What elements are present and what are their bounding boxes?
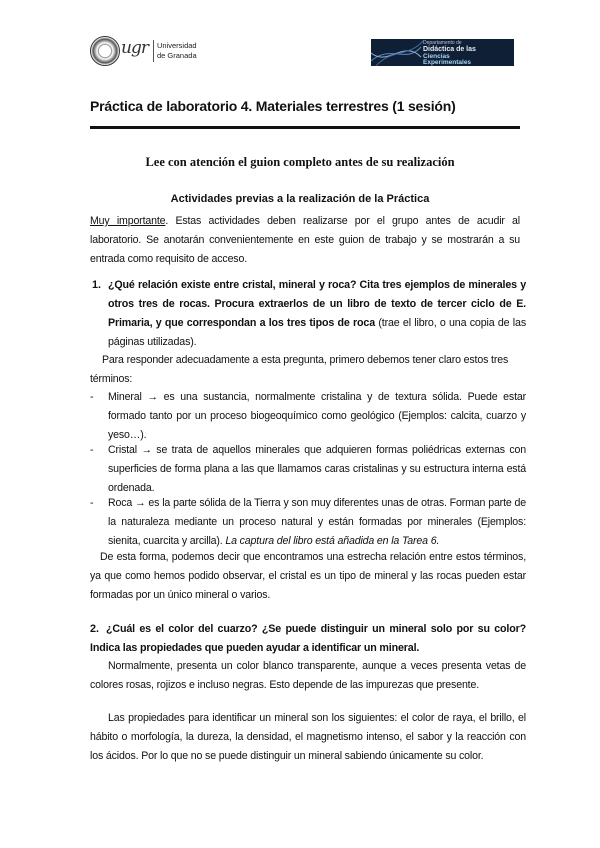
q1-question bbox=[108, 276, 526, 352]
q1-item-3 bbox=[108, 494, 526, 551]
section-heading: Actividades previas a la realización de la Práctica bbox=[170, 193, 430, 205]
logo-divider bbox=[153, 40, 154, 62]
university-name bbox=[157, 41, 197, 61]
q1-question-tail: (trae el libro, o una copia de las páginas utilizadas). bbox=[108, 317, 527, 348]
q2-question: ¿Cuál es el color del cuarzo? ¿Se puede distinguir un mineral solo por su color? Indica las propiedades que pueden ayudar a identificar un mineral. bbox=[90, 623, 526, 654]
subtitle: Lee con atención el guion completo antes de su realización bbox=[145, 155, 455, 169]
dept-line-2: Didáctica de las bbox=[423, 46, 476, 53]
ugr-logo-text: ugr bbox=[121, 38, 148, 58]
dept-line-4: Experimentales bbox=[423, 59, 472, 66]
q1-number: 1. bbox=[92, 279, 102, 291]
q1-question-text: ¿Qué relación existe entre cristal, mineral y roca? Cita tres ejemplos de minerales y otros tres de rocas. Procura extraerlos de un libro de texto de tercer ciclo de E. Primaria, y que correspondan a los tres tipos de roca bbox=[108, 279, 526, 329]
university-logo bbox=[90, 36, 200, 66]
dept-line-3: Ciencias bbox=[423, 53, 450, 60]
dept-line-1: Departamento de bbox=[423, 40, 462, 46]
q1-item-3-text: Roca → es la parte sólida de la Tierra y son muy diferentes unas de otras. Forman parte de la naturaleza mediante un proceso natural y están formadas por minerales (Ejemplos: sienita, cuarcita y arcilla). bbox=[108, 497, 526, 547]
q2-paragraph-2: Las propiedades para identificar un mineral son los siguientes: el color de raya, el brillo, el hábito o morfología, la dureza, la densidad, el magnetismo intenso, el sabor y la reacción con los ácidos. Por lo que no se puede distinguir un mineral sabiendo únicamente su color. bbox=[90, 712, 526, 762]
university-seal-icon bbox=[90, 36, 120, 66]
title-rule bbox=[90, 126, 520, 129]
department-logo bbox=[371, 39, 514, 66]
q1-conclusion: De esta forma, podemos decir que encontramos una estrecha relación entre estos términos, ya que como hemos podido observar, el cristal es un tipo de mineral y las rocas pueden estar formadas por un único mineral o varios. bbox=[90, 551, 526, 601]
q1-item-3-bullet: - bbox=[90, 497, 94, 509]
q1-item-1-bullet: - bbox=[90, 391, 94, 403]
q1-item-1: Mineral → es una sustancia, normalmente cristalina y de textura sólida. Puede estar formado tanto por un proceso biogeoquímico como geológico (Ejemplos: calcita, cuarzo y yeso…). bbox=[108, 391, 526, 441]
intro-text: . Estas actividades deben realizarse por el grupo antes de acudir al laboratorio. Se anotarán convenientemente en este guion de trabajo y se mostrarán a su entrada como requisito de acceso. bbox=[90, 215, 520, 265]
q1-intro: Para responder adecuadamente a esta pregunta, primero debemos tener claro estos tres términos: bbox=[90, 354, 509, 385]
university-line-1: Universidad bbox=[157, 41, 197, 50]
university-line-2: de Granada bbox=[157, 51, 197, 60]
q1-item-3-italic: La captura del libro está añadida en la Tarea 6. bbox=[225, 535, 440, 547]
q1-item-2-bullet: - bbox=[90, 444, 94, 456]
q1-item-2: Cristal → se trata de aquellos minerales que adquieren formas poliédricas externas con superficies de forma plana a las que llamamos caras cristalinas y su estructura interna está ordenada. bbox=[108, 444, 526, 494]
q2-number: 2. bbox=[90, 623, 100, 635]
intro-paragraph bbox=[90, 212, 520, 269]
page-title: Práctica de laboratorio 4. Materiales terrestres (1 sesión) bbox=[90, 98, 456, 114]
intro-lead: Muy importante bbox=[90, 215, 166, 227]
q2-paragraph-1: Normalmente, presenta un color blanco transparente, aunque a veces presenta vetas de colores rosas, rojizos e incluso negras. Esto depende de las impurezas que presente. bbox=[90, 660, 526, 691]
